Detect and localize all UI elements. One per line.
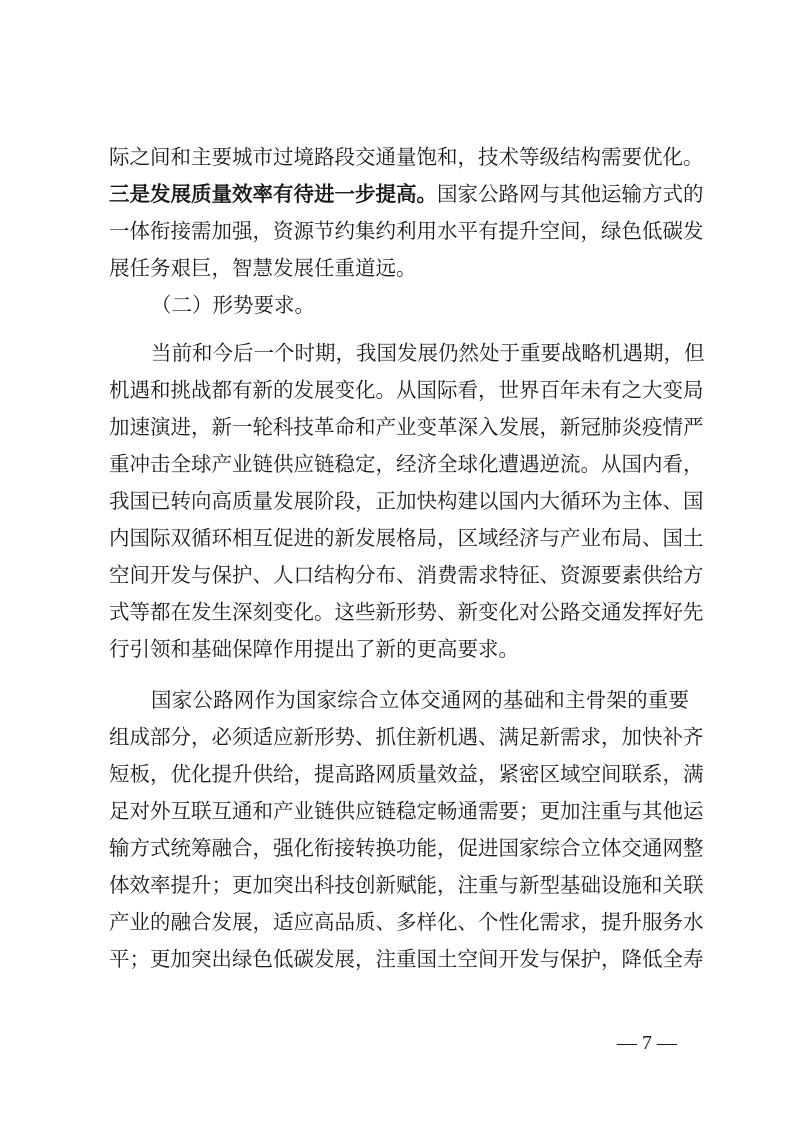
- text-line: 产业的融合发展，适应高品质、多样化、个性化需求，提升服务水: [109, 910, 704, 934]
- text-line: 加速演进，新一轮科技革命和产业变革深入发展，新冠肺炎疫情严: [109, 415, 704, 439]
- text-line: 机遇和挑战都有新的发展变化。从国际看，世界百年未有之大变局: [109, 378, 704, 402]
- text-line: 内国际双循环相互促进的新发展格局，区域经济与产业布局、国土: [109, 526, 704, 550]
- text-line: 短板，优化提升供给，提高路网质量效益，紧密区域空间联系，满: [109, 762, 704, 786]
- text-line: 国家公路网作为国家综合立体交通网的基础和主骨架的重要: [151, 688, 689, 712]
- page-number: — 7 —: [617, 1032, 677, 1054]
- text-line: 组成部分，必须适应新形势、抓住新机遇、满足新需求，加快补齐: [109, 725, 704, 749]
- text-line: 重冲击全球产业链供应链稳定，经济全球化遭遇逆流。从国内看，: [109, 452, 704, 476]
- text-line: 当前和今后一个时期，我国发展仍然处于重要战略机遇期，但: [151, 341, 705, 365]
- bold-lead-sentence: 三是发展质量效率有待进一步提高。: [109, 182, 437, 206]
- text-line: 输方式统筹融合，强化衔接转换功能，促进国家综合立体交通网整: [109, 836, 704, 860]
- section-heading: （二）形势要求。: [151, 293, 315, 317]
- text-line: 平；更加突出绿色低碳发展，注重国土空间开发与保护，降低全寿: [109, 947, 704, 971]
- text-line: [109, 181, 704, 207]
- text-line: 体效率提升；更加突出科技创新赋能，注重与新型基础设施和关联: [109, 873, 704, 897]
- text-line: 足对外互联互通和产业链供应链稳定畅通需要；更加注重与其他运: [109, 799, 704, 823]
- text-line: 一体衔接需加强，资源节约集约利用水平有提升空间，绿色低碳发: [109, 219, 704, 243]
- text-line: 我国已转向高质量发展阶段，正加快构建以国内大循环为主体、国: [109, 489, 704, 513]
- text-line: 际之间和主要城市过境路段交通量饱和，技术等级结构需要优化。: [109, 145, 704, 169]
- text-span: 国家公路网与其他运输方式的: [437, 182, 704, 206]
- text-line: 式等都在发生深刻变化。这些新形势、新变化对公路交通发挥好先: [109, 600, 704, 624]
- text-line: 行引领和基础保障作用提出了新的更高要求。: [109, 637, 519, 661]
- text-line: 空间开发与保护、人口结构分布、消费需求特征、资源要素供给方: [109, 563, 704, 587]
- text-line: 展任务艰巨，智慧发展任重道远。: [109, 256, 417, 280]
